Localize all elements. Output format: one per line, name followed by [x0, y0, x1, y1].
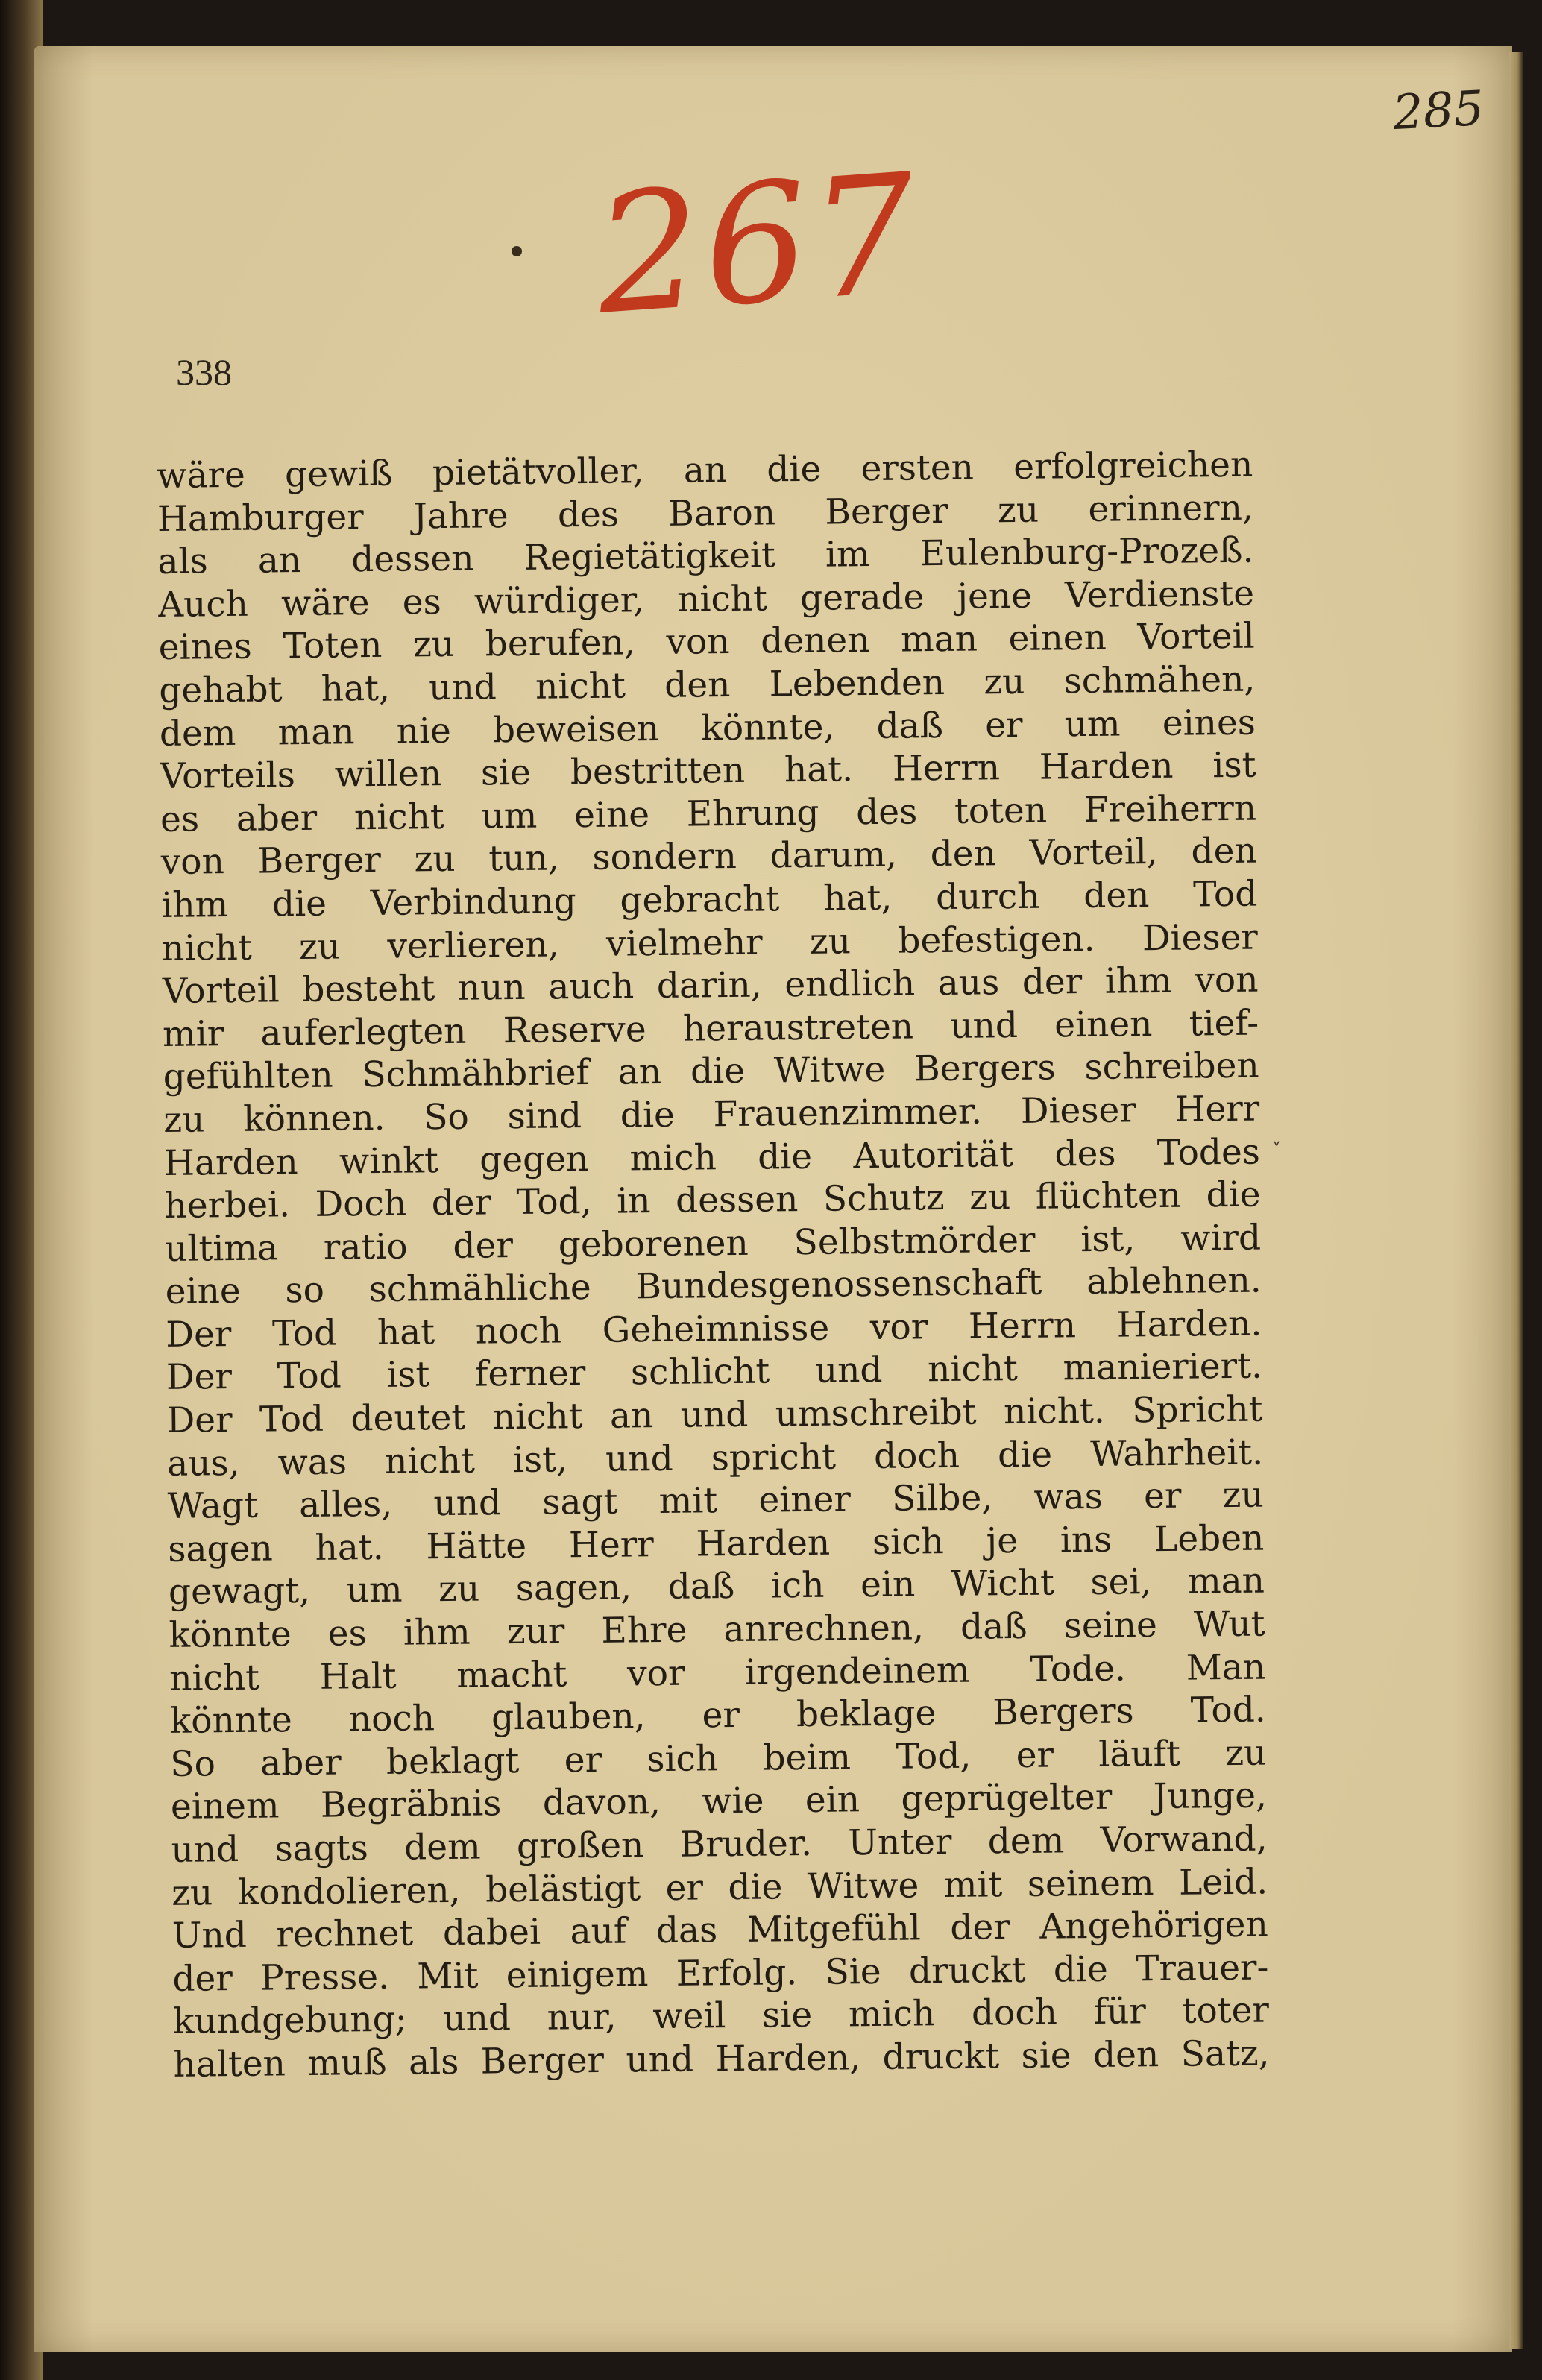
archive-number: 285: [1391, 81, 1486, 142]
text-line: zu kondolieren, belästigt er die Witwe mit seinem Leid.: [171, 1861, 1268, 1914]
page-edge: [1509, 52, 1523, 2349]
text-line: ihm die Verbindung gebracht hat, durch den Tod: [161, 873, 1258, 926]
text-line: gehabt hat, und nicht den Lebenden zu schmähen,: [159, 658, 1256, 711]
text-line: mir auferlegten Reserve heraustreten und einen tief-: [162, 1002, 1259, 1055]
text-line: Auch wäre es würdiger, nicht gerade jene Verdienste: [157, 573, 1255, 626]
text-line: nicht zu verlieren, vielmehr zu befestigen. Dieser: [161, 916, 1259, 969]
body-text: [157, 444, 1270, 2087]
text-line: kundgebung; und nur, weil sie mich doch für toter: [172, 1989, 1270, 2043]
text-line: Vorteils willen sie bestritten hat. Herrn Harden ist: [160, 744, 1256, 798]
text-line: Und rechnet dabei auf das Mitgefühl der Angehörigen: [171, 1904, 1269, 1957]
text-line: von Berger zu tun, sondern darum, den Vorteil, den: [160, 830, 1257, 884]
text-line: Wagt alles, und sagt mit einer Silbe, was er zu: [167, 1474, 1264, 1528]
red-pencil-number: 267: [590, 138, 925, 351]
text-line: So aber beklagt er sich beim Tod, er läuft zu: [170, 1732, 1267, 1785]
text-line: gefühlten Schmähbrief an die Witwe Bergers schreiben: [163, 1045, 1259, 1098]
text-line: Vorteil besteht nun auch darin, endlich aus der ihm von: [162, 959, 1259, 1013]
text-line: aus, was nicht ist, und spricht doch die Wahrheit.: [166, 1432, 1264, 1485]
text-line: dem man nie beweisen könnte, daß er um eines: [159, 702, 1256, 755]
text-line: Hamburger Jahre des Baron Berger zu erinnern,: [157, 487, 1254, 540]
text-line: zu können. So sind die Frauenzimmer. Dieser Herr: [163, 1088, 1260, 1141]
text-line: eine so schmähliche Bundesgenossenschaft ablehnen.: [165, 1259, 1262, 1313]
text-line: halten muß als Berger und Harden, druckt sie den Satz,: [173, 2033, 1270, 2085]
text-line: und sagts dem großen Bruder. Unter dem Vorwand,: [171, 1818, 1268, 1871]
margin-mark: ˅: [1272, 1139, 1281, 1160]
text-line: Der Tod hat noch Geheimnisse vor Herrn Harden.: [166, 1303, 1262, 1356]
text-line: Harden winkt gegen mich die Autorität des Todes: [163, 1131, 1261, 1184]
text-line: könnte noch glauben, er beklage Bergers Tod.: [169, 1689, 1266, 1742]
text-line: einem Begräbnis davon, wie ein geprügelter Junge,: [170, 1775, 1268, 1828]
text-line: könnte es ihm zur Ehre anrechnen, daß seine Wut: [169, 1603, 1265, 1656]
text-line: es aber nicht um eine Ehrung des toten Freiherrn: [160, 787, 1257, 840]
text-line: nicht Halt macht vor irgendeinem Tode. Man: [169, 1646, 1266, 1699]
text-line: Der Tod ist ferner schlicht und nicht manieriert.: [166, 1346, 1263, 1399]
text-line: ultima ratio der geborenen Selbstmörder ist, wird: [164, 1217, 1262, 1270]
text-line: eines Toten zu berufen, von denen man einen Vorteil: [158, 615, 1255, 669]
text-line: sagen hat. Hätte Herr Harden sich je ins Leben: [168, 1517, 1265, 1570]
text-line: gewagt, um zu sagen, daß ich ein Wicht sei, man: [168, 1560, 1265, 1614]
text-line: Der Tod deutet nicht an und umschreibt nicht. Spricht: [166, 1388, 1263, 1441]
text-line: wäre gewiß pietätvoller, an die ersten erfolgreichen: [157, 444, 1253, 497]
ink-dot: [512, 246, 522, 256]
text-line: herbei. Doch der Tod, in dessen Schutz zu flüchten die: [164, 1174, 1261, 1227]
page-number: 338: [176, 351, 232, 393]
text-line: als an dessen Regietätigkeit im Eulenburg-Prozeß.: [157, 529, 1254, 583]
text-line: der Presse. Mit einigem Erfolg. Sie druckt die Trauer-: [172, 1947, 1269, 2000]
